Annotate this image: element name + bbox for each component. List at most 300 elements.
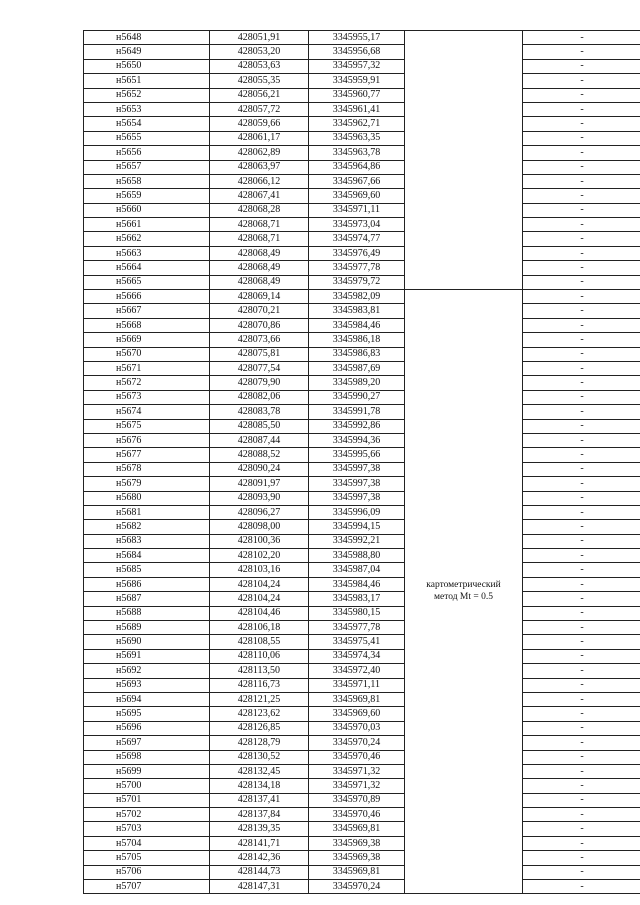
note-cell: - — [523, 361, 640, 375]
table-row — [84, 318, 640, 332]
y-coordinate-cell: 3345962,71 — [309, 117, 405, 131]
note-cell: - — [523, 376, 640, 390]
y-coordinate-cell: 3345961,41 — [309, 102, 405, 116]
point-id-cell: н5659 — [84, 189, 210, 203]
x-coordinate-cell: 428053,20 — [210, 45, 309, 59]
x-coordinate-cell: 428096,27 — [210, 505, 309, 519]
y-coordinate-cell: 3345994,36 — [309, 433, 405, 447]
y-coordinate-cell: 3345969,38 — [309, 836, 405, 850]
point-id-cell: н5684 — [84, 549, 210, 563]
point-id-cell: н5660 — [84, 203, 210, 217]
x-coordinate-cell: 428121,25 — [210, 692, 309, 706]
coordinates-table — [83, 30, 640, 894]
note-cell: - — [523, 160, 640, 174]
x-coordinate-cell: 428051,91 — [210, 31, 309, 45]
table-row — [84, 174, 640, 188]
table-row — [84, 721, 640, 735]
y-coordinate-cell: 3345971,11 — [309, 678, 405, 692]
point-id-cell: н5683 — [84, 534, 210, 548]
note-cell: - — [523, 117, 640, 131]
x-coordinate-cell: 428066,12 — [210, 174, 309, 188]
y-coordinate-cell: 3345963,78 — [309, 146, 405, 160]
x-coordinate-cell: 428068,49 — [210, 261, 309, 275]
table-row — [84, 45, 640, 59]
y-coordinate-cell: 3345974,77 — [309, 232, 405, 246]
y-coordinate-cell: 3345986,18 — [309, 333, 405, 347]
x-coordinate-cell: 428068,28 — [210, 203, 309, 217]
note-cell: - — [523, 549, 640, 563]
note-cell: - — [523, 31, 640, 45]
y-coordinate-cell: 3345975,41 — [309, 635, 405, 649]
y-coordinate-cell: 3345974,34 — [309, 649, 405, 663]
table-row — [84, 750, 640, 764]
point-id-cell: н5687 — [84, 592, 210, 606]
table-row — [84, 865, 640, 879]
note-cell: - — [523, 261, 640, 275]
table-row — [84, 117, 640, 131]
table-row — [84, 290, 640, 304]
point-id-cell: н5656 — [84, 146, 210, 160]
point-id-cell: н5666 — [84, 290, 210, 304]
note-cell: - — [523, 491, 640, 505]
point-id-cell: н5668 — [84, 318, 210, 332]
note-cell: - — [523, 131, 640, 145]
point-id-cell: н5667 — [84, 304, 210, 318]
point-id-cell: н5691 — [84, 649, 210, 663]
x-coordinate-cell: 428134,18 — [210, 779, 309, 793]
x-coordinate-cell: 428142,36 — [210, 851, 309, 865]
x-coordinate-cell: 428057,72 — [210, 102, 309, 116]
point-id-cell: н5653 — [84, 102, 210, 116]
table-row — [84, 131, 640, 145]
y-coordinate-cell: 3345989,20 — [309, 376, 405, 390]
note-cell: - — [523, 232, 640, 246]
y-coordinate-cell: 3345955,17 — [309, 31, 405, 45]
table-row — [84, 764, 640, 778]
x-coordinate-cell: 428104,46 — [210, 606, 309, 620]
table-row — [84, 31, 640, 45]
point-id-cell: н5701 — [84, 793, 210, 807]
point-id-cell: н5664 — [84, 261, 210, 275]
table-row — [84, 462, 640, 476]
note-cell: - — [523, 793, 640, 807]
point-id-cell: н5695 — [84, 707, 210, 721]
note-cell: - — [523, 505, 640, 519]
note-cell: - — [523, 808, 640, 822]
point-id-cell: н5706 — [84, 865, 210, 879]
point-id-cell: н5672 — [84, 376, 210, 390]
x-coordinate-cell: 428139,35 — [210, 822, 309, 836]
y-coordinate-cell: 3345979,72 — [309, 275, 405, 289]
x-coordinate-cell: 428091,97 — [210, 477, 309, 491]
y-coordinate-cell: 3345984,46 — [309, 318, 405, 332]
note-cell: - — [523, 736, 640, 750]
table-row — [84, 635, 640, 649]
point-id-cell: н5652 — [84, 88, 210, 102]
point-id-cell: н5674 — [84, 405, 210, 419]
y-coordinate-cell: 3345967,66 — [309, 174, 405, 188]
y-coordinate-cell: 3345977,78 — [309, 261, 405, 275]
point-id-cell: н5675 — [84, 419, 210, 433]
point-id-cell: н5677 — [84, 448, 210, 462]
y-coordinate-cell: 3345971,32 — [309, 764, 405, 778]
x-coordinate-cell: 428147,31 — [210, 880, 309, 894]
x-coordinate-cell: 428128,79 — [210, 736, 309, 750]
method-accuracy: метод Mt = 0.5 — [433, 591, 493, 602]
note-cell: - — [523, 174, 640, 188]
x-coordinate-cell: 428102,20 — [210, 549, 309, 563]
x-coordinate-cell: 428104,24 — [210, 592, 309, 606]
x-coordinate-cell: 428085,50 — [210, 419, 309, 433]
note-cell: - — [523, 635, 640, 649]
x-coordinate-cell: 428137,84 — [210, 808, 309, 822]
point-id-cell: н5669 — [84, 333, 210, 347]
table-row — [84, 59, 640, 73]
table-row — [84, 822, 640, 836]
note-cell: - — [523, 218, 640, 232]
note-cell: - — [523, 621, 640, 635]
x-coordinate-cell: 428068,71 — [210, 232, 309, 246]
x-coordinate-cell: 428141,71 — [210, 836, 309, 850]
x-coordinate-cell: 428083,78 — [210, 405, 309, 419]
y-coordinate-cell: 3345969,81 — [309, 865, 405, 879]
point-id-cell: н5682 — [84, 520, 210, 534]
y-coordinate-cell: 3345992,86 — [309, 419, 405, 433]
point-id-cell: н5693 — [84, 678, 210, 692]
note-cell: - — [523, 836, 640, 850]
y-coordinate-cell: 3345990,27 — [309, 390, 405, 404]
table-row — [84, 160, 640, 174]
x-coordinate-cell: 428068,49 — [210, 246, 309, 260]
table-row — [84, 549, 640, 563]
table-row — [84, 275, 640, 289]
y-coordinate-cell: 3345984,46 — [309, 577, 405, 591]
x-coordinate-cell: 428098,00 — [210, 520, 309, 534]
table-row — [84, 246, 640, 260]
note-cell: - — [523, 477, 640, 491]
note-cell: - — [523, 45, 640, 59]
point-id-cell: н5663 — [84, 246, 210, 260]
point-id-cell: н5705 — [84, 851, 210, 865]
note-cell: - — [523, 534, 640, 548]
point-id-cell: н5654 — [84, 117, 210, 131]
x-coordinate-cell: 428077,54 — [210, 361, 309, 375]
y-coordinate-cell: 3345994,15 — [309, 520, 405, 534]
table-row — [84, 779, 640, 793]
x-coordinate-cell: 428063,97 — [210, 160, 309, 174]
point-id-cell: н5665 — [84, 275, 210, 289]
note-cell: - — [523, 520, 640, 534]
method-cell — [405, 31, 523, 290]
x-coordinate-cell: 428069,14 — [210, 290, 309, 304]
table-row — [84, 333, 640, 347]
table-row — [84, 203, 640, 217]
point-id-cell: н5704 — [84, 836, 210, 850]
table-row — [84, 505, 640, 519]
x-coordinate-cell: 428116,73 — [210, 678, 309, 692]
y-coordinate-cell: 3345970,46 — [309, 750, 405, 764]
x-coordinate-cell: 428100,36 — [210, 534, 309, 548]
point-id-cell: н5697 — [84, 736, 210, 750]
x-coordinate-cell: 428144,73 — [210, 865, 309, 879]
table-row — [84, 88, 640, 102]
note-cell: - — [523, 419, 640, 433]
y-coordinate-cell: 3345992,21 — [309, 534, 405, 548]
x-coordinate-cell: 428061,17 — [210, 131, 309, 145]
table-row — [84, 793, 640, 807]
table-row — [84, 678, 640, 692]
y-coordinate-cell: 3345997,38 — [309, 491, 405, 505]
x-coordinate-cell: 428126,85 — [210, 721, 309, 735]
table-row — [84, 376, 640, 390]
y-coordinate-cell: 3345995,66 — [309, 448, 405, 462]
y-coordinate-cell: 3345970,03 — [309, 721, 405, 735]
y-coordinate-cell: 3345963,35 — [309, 131, 405, 145]
point-id-cell: н5676 — [84, 433, 210, 447]
point-id-cell: н5694 — [84, 692, 210, 706]
y-coordinate-cell: 3345969,38 — [309, 851, 405, 865]
table-row — [84, 405, 640, 419]
point-id-cell: н5692 — [84, 664, 210, 678]
note-cell: - — [523, 318, 640, 332]
note-cell: - — [523, 779, 640, 793]
note-cell: - — [523, 822, 640, 836]
point-id-cell: н5688 — [84, 606, 210, 620]
y-coordinate-cell: 3345977,78 — [309, 621, 405, 635]
x-coordinate-cell: 428093,90 — [210, 491, 309, 505]
y-coordinate-cell: 3345983,17 — [309, 592, 405, 606]
note-cell: - — [523, 304, 640, 318]
point-id-cell: н5685 — [84, 563, 210, 577]
point-id-cell: н5678 — [84, 462, 210, 476]
x-coordinate-cell: 428110,06 — [210, 649, 309, 663]
method-text — [426, 580, 500, 604]
table-row — [84, 491, 640, 505]
y-coordinate-cell: 3345970,24 — [309, 736, 405, 750]
point-id-cell: н5661 — [84, 218, 210, 232]
point-id-cell: н5689 — [84, 621, 210, 635]
note-cell: - — [523, 750, 640, 764]
note-cell: - — [523, 333, 640, 347]
y-coordinate-cell: 3345959,91 — [309, 74, 405, 88]
y-coordinate-cell: 3345956,68 — [309, 45, 405, 59]
point-id-cell: н5650 — [84, 59, 210, 73]
table-row — [84, 433, 640, 447]
table-row — [84, 189, 640, 203]
x-coordinate-cell: 428123,62 — [210, 707, 309, 721]
table-row — [84, 261, 640, 275]
y-coordinate-cell: 3345976,49 — [309, 246, 405, 260]
table-row — [84, 390, 640, 404]
y-coordinate-cell: 3345991,78 — [309, 405, 405, 419]
x-coordinate-cell: 428087,44 — [210, 433, 309, 447]
table-row — [84, 520, 640, 534]
y-coordinate-cell: 3345983,81 — [309, 304, 405, 318]
y-coordinate-cell: 3345957,32 — [309, 59, 405, 73]
table-row — [84, 808, 640, 822]
table-row — [84, 851, 640, 865]
x-coordinate-cell: 428053,63 — [210, 59, 309, 73]
table-row — [84, 664, 640, 678]
point-id-cell: н5696 — [84, 721, 210, 735]
note-cell: - — [523, 102, 640, 116]
point-id-cell: н5658 — [84, 174, 210, 188]
note-cell: - — [523, 405, 640, 419]
table-row — [84, 304, 640, 318]
table-row — [84, 692, 640, 706]
x-coordinate-cell: 428108,55 — [210, 635, 309, 649]
x-coordinate-cell: 428079,90 — [210, 376, 309, 390]
point-id-cell: н5702 — [84, 808, 210, 822]
note-cell: - — [523, 433, 640, 447]
x-coordinate-cell: 428132,45 — [210, 764, 309, 778]
y-coordinate-cell: 3345970,46 — [309, 808, 405, 822]
x-coordinate-cell: 428137,41 — [210, 793, 309, 807]
table-row — [84, 592, 640, 606]
note-cell: - — [523, 203, 640, 217]
table-row — [84, 232, 640, 246]
note-cell: - — [523, 448, 640, 462]
note-cell: - — [523, 880, 640, 894]
table-row — [84, 606, 640, 620]
x-coordinate-cell: 428088,52 — [210, 448, 309, 462]
table-row — [84, 74, 640, 88]
note-cell: - — [523, 59, 640, 73]
point-id-cell: н5698 — [84, 750, 210, 764]
table-row — [84, 477, 640, 491]
table-row — [84, 649, 640, 663]
y-coordinate-cell: 3345988,80 — [309, 549, 405, 563]
x-coordinate-cell: 428062,89 — [210, 146, 309, 160]
point-id-cell: н5690 — [84, 635, 210, 649]
method-cell — [405, 290, 523, 894]
point-id-cell: н5670 — [84, 347, 210, 361]
note-cell: - — [523, 88, 640, 102]
note-cell: - — [523, 592, 640, 606]
x-coordinate-cell: 428068,49 — [210, 275, 309, 289]
x-coordinate-cell: 428130,52 — [210, 750, 309, 764]
point-id-cell: н5679 — [84, 477, 210, 491]
x-coordinate-cell: 428055,35 — [210, 74, 309, 88]
point-id-cell: н5671 — [84, 361, 210, 375]
point-id-cell: н5657 — [84, 160, 210, 174]
y-coordinate-cell: 3345960,77 — [309, 88, 405, 102]
note-cell: - — [523, 678, 640, 692]
y-coordinate-cell: 3345997,38 — [309, 477, 405, 491]
point-id-cell: н5681 — [84, 505, 210, 519]
note-cell: - — [523, 721, 640, 735]
y-coordinate-cell: 3345969,81 — [309, 692, 405, 706]
table-row — [84, 361, 640, 375]
note-cell: - — [523, 764, 640, 778]
table-row — [84, 563, 640, 577]
table-row — [84, 419, 640, 433]
point-id-cell: н5707 — [84, 880, 210, 894]
note-cell: - — [523, 577, 640, 591]
table-row — [84, 836, 640, 850]
x-coordinate-cell: 428073,66 — [210, 333, 309, 347]
point-id-cell: н5662 — [84, 232, 210, 246]
y-coordinate-cell: 3345970,89 — [309, 793, 405, 807]
y-coordinate-cell: 3345987,69 — [309, 361, 405, 375]
x-coordinate-cell: 428059,66 — [210, 117, 309, 131]
note-cell: - — [523, 146, 640, 160]
x-coordinate-cell: 428104,24 — [210, 577, 309, 591]
note-cell: - — [523, 707, 640, 721]
x-coordinate-cell: 428106,18 — [210, 621, 309, 635]
y-coordinate-cell: 3345971,11 — [309, 203, 405, 217]
note-cell: - — [523, 664, 640, 678]
table-row — [84, 146, 640, 160]
y-coordinate-cell: 3345969,60 — [309, 189, 405, 203]
note-cell: - — [523, 275, 640, 289]
note-cell: - — [523, 851, 640, 865]
x-coordinate-cell: 428090,24 — [210, 462, 309, 476]
point-id-cell: н5703 — [84, 822, 210, 836]
y-coordinate-cell: 3345987,04 — [309, 563, 405, 577]
point-id-cell: н5680 — [84, 491, 210, 505]
note-cell: - — [523, 390, 640, 404]
table-row — [84, 621, 640, 635]
table-row — [84, 534, 640, 548]
x-coordinate-cell: 428068,71 — [210, 218, 309, 232]
table-row — [84, 880, 640, 894]
table-row — [84, 102, 640, 116]
x-coordinate-cell: 428070,21 — [210, 304, 309, 318]
table-row — [84, 736, 640, 750]
y-coordinate-cell: 3345980,15 — [309, 606, 405, 620]
note-cell: - — [523, 462, 640, 476]
y-coordinate-cell: 3345973,04 — [309, 218, 405, 232]
y-coordinate-cell: 3345996,09 — [309, 505, 405, 519]
note-cell: - — [523, 290, 640, 304]
x-coordinate-cell: 428113,50 — [210, 664, 309, 678]
x-coordinate-cell: 428082,06 — [210, 390, 309, 404]
note-cell: - — [523, 692, 640, 706]
y-coordinate-cell: 3345969,60 — [309, 707, 405, 721]
point-id-cell: н5686 — [84, 577, 210, 591]
table-row — [84, 347, 640, 361]
point-id-cell: н5700 — [84, 779, 210, 793]
note-cell: - — [523, 649, 640, 663]
x-coordinate-cell: 428103,16 — [210, 563, 309, 577]
point-id-cell: н5699 — [84, 764, 210, 778]
method-name: картометрический — [426, 579, 501, 590]
x-coordinate-cell: 428067,41 — [210, 189, 309, 203]
note-cell: - — [523, 347, 640, 361]
x-coordinate-cell: 428070,86 — [210, 318, 309, 332]
table-row — [84, 448, 640, 462]
point-id-cell: н5655 — [84, 131, 210, 145]
y-coordinate-cell: 3345997,38 — [309, 462, 405, 476]
note-cell: - — [523, 865, 640, 879]
point-id-cell: н5673 — [84, 390, 210, 404]
note-cell: - — [523, 189, 640, 203]
y-coordinate-cell: 3345971,32 — [309, 779, 405, 793]
table-row — [84, 218, 640, 232]
point-id-cell: н5651 — [84, 74, 210, 88]
table-body — [84, 31, 640, 894]
x-coordinate-cell: 428075,81 — [210, 347, 309, 361]
point-id-cell: н5648 — [84, 31, 210, 45]
note-cell: - — [523, 74, 640, 88]
note-cell: - — [523, 246, 640, 260]
y-coordinate-cell: 3345969,81 — [309, 822, 405, 836]
y-coordinate-cell: 3345970,24 — [309, 880, 405, 894]
y-coordinate-cell: 3345982,09 — [309, 290, 405, 304]
y-coordinate-cell: 3345964,86 — [309, 160, 405, 174]
point-id-cell: н5649 — [84, 45, 210, 59]
